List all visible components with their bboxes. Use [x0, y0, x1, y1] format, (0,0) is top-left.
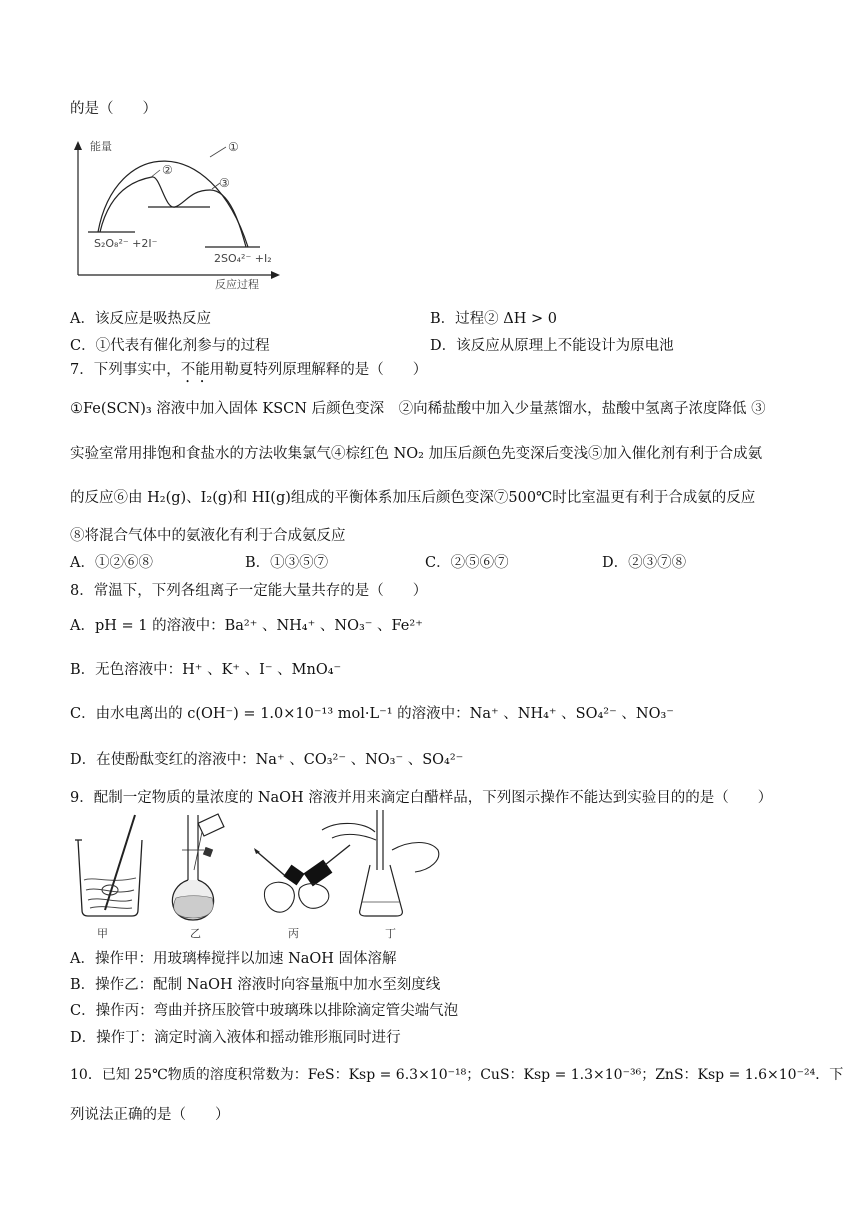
x-axis-label: 反应过程 [215, 278, 259, 291]
curve-label-1: ① [228, 140, 239, 154]
q6-option-c[interactable]: C．①代表有催化剂参与的过程 [70, 338, 270, 354]
q7-option-a[interactable]: A．①②⑥⑧ [70, 555, 153, 571]
q7-line-1: ①Fe(SCN)₃ 溶液中加入固体 KSCN 后颜色变深 ②向稀盐酸中加入少量蒸馏水，盐酸中氢离子浓度降低 ③ [70, 401, 766, 417]
caption-ding: 丁 [385, 927, 396, 940]
q7-line-2: 实验室常用排饱和食盐水的方法收集氯气④棕红色 NO₂ 加压后颜色先变深后变浅⑤加入催化剂有利于合成氨 [70, 446, 763, 462]
q6-option-d[interactable]: D．该反应从原理上不能设计为原电池 [430, 338, 674, 354]
emphasis-not: 不能 [180, 362, 210, 378]
reactant-label: S₂O₈²⁻ +2I⁻ [94, 237, 158, 250]
caption-yi: 乙 [190, 927, 201, 940]
q8-option-b[interactable]: B．无色溶液中：H⁺ 、K⁺ 、I⁻ 、MnO₄⁻ [70, 662, 342, 678]
lab-operations-figure [70, 810, 440, 925]
titration-figure [322, 810, 439, 916]
q7-option-c[interactable]: C．②⑤⑥⑦ [425, 555, 509, 571]
burette-hands-figure [254, 845, 350, 912]
q9-option-b[interactable]: B．操作乙：配制 NaOH 溶液时向容量瓶中加水至刻度线 [70, 977, 441, 993]
caption-jia: 甲 [97, 927, 108, 940]
q10-line-2: 列说法正确的是（ ） [70, 1107, 230, 1123]
q9-stem: 9．配制一定物质的量浓度的 NaOH 溶液并用来滴定白醋样品，下列图示操作不能达到实验目的的是（ ） [70, 790, 773, 806]
q8-option-d[interactable]: D．在使酚酞变红的溶液中：Na⁺ 、CO₃²⁻ 、NO₃⁻ 、SO₄²⁻ [70, 752, 464, 768]
q7-line-4: ⑧将混合气体中的氨液化有利于合成氨反应 [70, 528, 346, 544]
curve-label-2: ② [162, 163, 173, 177]
question-continuation: 的是（ ） [70, 101, 157, 117]
y-axis-label: 能量 [90, 140, 112, 153]
volumetric-flask-figure [172, 814, 224, 920]
energy-diagram [60, 135, 290, 295]
q9-option-a[interactable]: A．操作甲：用玻璃棒搅拌以加速 NaOH 固体溶解 [70, 951, 397, 967]
q7-stem: 7．下列事实中，不能用勒夏特列原理解释的是（ ） [70, 362, 428, 378]
q10-line-1: 10．已知 25℃物质的溶度积常数为：FeS：Ksp = 6.3×10⁻¹⁸；CuS：Ksp = 1.3×10⁻³⁶；ZnS：Ksp = 1.6×10⁻²⁴．下 [70, 1067, 844, 1083]
q8-option-c[interactable]: C．由水电离出的 c(OH⁻) = 1.0×10⁻¹³ mol·L⁻¹ 的溶液中：Na⁺ 、NH₄⁺ 、SO₄²⁻ 、NO₃⁻ [70, 706, 674, 722]
q6-option-b[interactable]: B．过程② ΔH > 0 [430, 311, 557, 327]
q9-option-c[interactable]: C．操作丙：弯曲并挤压胶管中玻璃珠以排除滴定管尖端气泡 [70, 1003, 459, 1019]
q8-option-a[interactable]: A．pH = 1 的溶液中：Ba²⁺ 、NH₄⁺ 、NO₃⁻ 、Fe²⁺ [70, 618, 423, 634]
q7-option-d[interactable]: D．②③⑦⑧ [602, 555, 687, 571]
product-label: 2SO₄²⁻ +I₂ [214, 252, 272, 265]
q9-option-d[interactable]: D．操作丁：滴定时滴入液体和摇动锥形瓶同时进行 [70, 1030, 401, 1046]
curve-label-3: ③ [219, 176, 230, 190]
caption-bing: 丙 [288, 927, 299, 940]
q6-option-a[interactable]: A．该反应是吸热反应 [70, 311, 211, 327]
q8-stem: 8．常温下，下列各组离子一定能大量共存的是（ ） [70, 583, 428, 599]
q7-option-b[interactable]: B．①③⑤⑦ [245, 555, 329, 571]
q7-line-3: 的反应⑥由 H₂(g)、I₂(g)和 HI(g)组成的平衡体系加压后颜色变深⑦500℃时比室温更有利于合成氨的反应 [70, 490, 756, 506]
beaker-stirring-figure [75, 815, 142, 916]
